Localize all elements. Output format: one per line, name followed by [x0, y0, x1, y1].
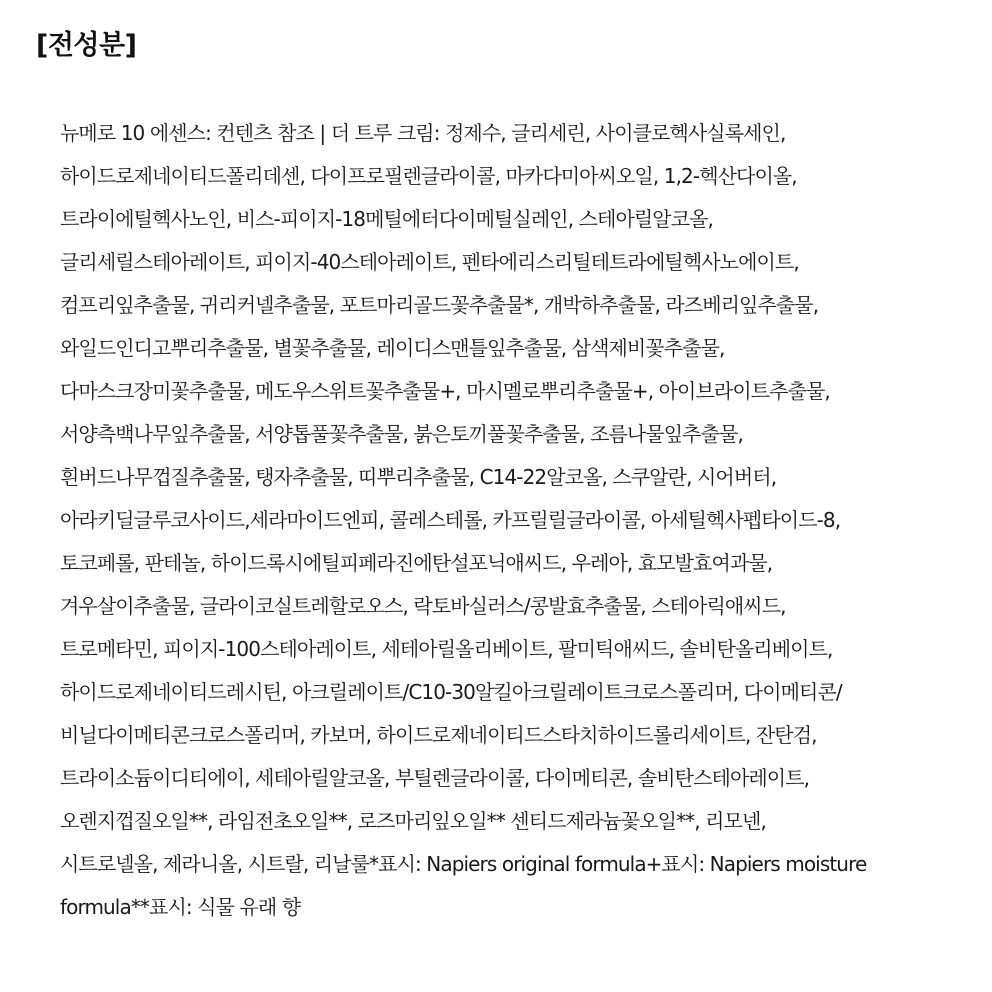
section-heading: [전성분]	[36, 30, 137, 61]
ingredients-line: 와일드인디고뿌리추출물, 별꽃추출물, 레이디스맨틀잎추출물, 삼색제비꽃추출물,	[60, 336, 725, 360]
ingredients-line: 토코페롤, 판테놀, 하이드록시에틸피페라진에탄설포닉애씨드, 우레아, 효모발효여과물,	[60, 551, 773, 575]
ingredients-line: 하이드로제네이티드레시틴, 아크릴레이트/C10-30알킬아크릴레이트크로스폴리머, 다이메티콘/	[60, 680, 842, 704]
ingredients-line: 트라이에틸헥사노인, 비스-피이지-18메틸에터다이메틸실레인, 스테아릴알코올,	[60, 207, 714, 231]
ingredients-line: 오렌지껍질오일**, 라임전초오일**, 로즈마리잎오일** 센티드제라늄꽃오일**, 리모넨,	[60, 809, 766, 833]
ingredients-line: 비닐다이메티콘크로스폴리머, 카보머, 하이드로제네이티드스타치하이드롤리세이트, 잔탄검,	[60, 723, 817, 747]
ingredients-line: 트라이소듐이디티에이, 세테아릴알코올, 부틸렌글라이콜, 다이메티콘, 솔비탄스테아레이트,	[60, 766, 810, 790]
ingredients-line: 트로메타민, 피이지-100스테아레이트, 세테아릴올리베이트, 팔미틱애씨드, 솔비탄올리베이트,	[60, 637, 833, 661]
ingredients-line: 하이드로제네이티드폴리데센, 다이프로필렌글라이콜, 마카다미아씨오일, 1,2-헥산다이올,	[60, 164, 797, 188]
ingredients-line: formula**표시: 식물 유래 향	[60, 895, 301, 919]
ingredients-line: 흰버드나무껍질추출물, 탱자추출물, 띠뿌리추출물, C14-22알코올, 스쿠알란, 시어버터,	[60, 465, 777, 489]
ingredients-line: 뉴메로 10 에센스: 컨텐츠 참조 | 더 트루 크림: 정제수, 글리세린, 사이클로헥사실록세인,	[60, 121, 786, 145]
ingredients-line: 겨우살이추출물, 글라이코실트레할로오스, 락토바실러스/콩발효추출물, 스테아릭애씨드,	[60, 594, 786, 618]
ingredients-line: 시트로넬올, 제라니올, 시트랄, 리날룰*표시: Napiers original formula+표시: Napiers moisture	[60, 852, 867, 876]
ingredients-line: 컴프리잎추출물, 귀리커넬추출물, 포트마리골드꽃추출물*, 개박하추출물, 라즈베리잎추출물,	[60, 293, 819, 317]
ingredients-line: 다마스크장미꽃추출물, 메도우스위트꽃추출물+, 마시멜로뿌리추출물+, 아이브라이트추출물,	[60, 379, 830, 403]
ingredients-line: 아라키딜글루코사이드,세라마이드엔피, 콜레스테롤, 카프릴릴글라이콜, 아세틸헥사펩타이드-8,	[60, 508, 841, 532]
ingredients-line: 글리세릴스테아레이트, 피이지-40스테아레이트, 펜타에리스리틸테트라에틸헥사노에이트,	[60, 250, 799, 274]
ingredients-line: 서양측백나무잎추출물, 서양톱풀꽃추출물, 붉은토끼풀꽃추출물, 조름나물잎추출물,	[60, 422, 743, 446]
ingredients-text-block	[60, 112, 960, 929]
